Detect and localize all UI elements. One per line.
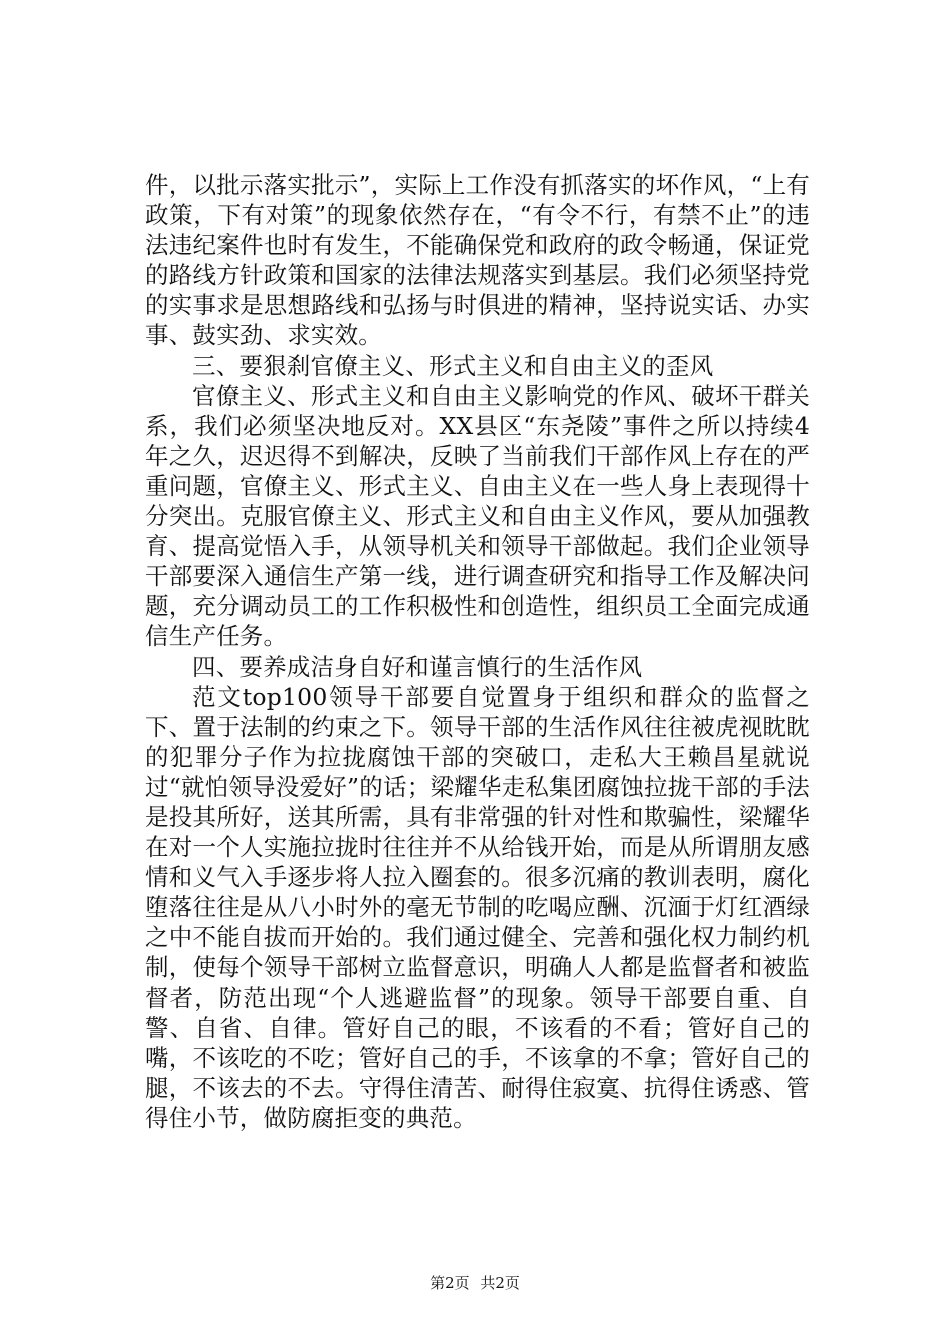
page-number: 第2页	[430, 1274, 470, 1292]
paragraph-continuation: 件，以批示落实批示”，实际上工作没有抓落实的坏作风，“上有政策，下有对策”的现象依然存在，“有令不行，有禁不止”的违法违纪案件也时有发生，不能确保党和政府的政令畅通，保证党的路线方针政策和国家的法律法规落实到基层。我们必须坚持党的实事求是思想路线和弘扬与时俱进的精神，坚持说实话、办实事、鼓实劲、求实效。	[145, 171, 810, 350]
paragraph-section-three: 官僚主义、形式主义和自由主义影响党的作风、破坏干群关系，我们必须坚决地反对。XX县区“东尧陵”事件之所以持续4年之久，迟迟得不到解决，反映了当前我们干部作风上存在的严重问题，官僚主义、形式主义、自由主义在一些人身上表现得十分突出。克服官僚主义、形式主义和自由主义作风，要从加强教育、提高觉悟入手，从领导机关和领导干部做起。我们企业领导干部要深入通信生产第一线，进行调查研究和指导工作及解决问题，充分调动员工的工作积极性和创造性，组织员工全面完成通信生产任务。	[145, 381, 810, 651]
paragraph-section-four: 范文top100领导干部要自觉置身于组织和群众的监督之下、置于法制的约束之下。领导干部的生活作风往往被虎视眈眈的犯罪分子作为拉拢腐蚀干部的突破口，走私大王赖昌星就说过“就怕领导没爱好”的话；梁耀华走私集团腐蚀拉拢干部的手法是投其所好，送其所需，具有非常强的针对性和欺骗性，梁耀华在对一个人实施拉拢时往往并不从给钱开始，而是从所谓朋友感情和义气入手逐步将人拉入圈套的。很多沉痛的教训表明，腐化堕落往往是从八小时外的毫无节制的吃喝应酬、沉湎于灯红酒绿之中不能自拔而开始的。我们通过健全、完善和强化权力制约机制，使每个领导干部树立监督意识，明确人人都是监督者和被监督者，防范出现“个人逃避监督”的现象。领导干部要自重、自警、自省、自律。管好自己的眼，不该看的不看；管好自己的嘴，不该吃的不吃；管好自己的手，不该拿的不拿；管好自己的腿，不该去的不去。守得住清苦、耐得住寂寞、抗得住诱惑、管得住小节，做防腐拒变的典范。	[145, 682, 810, 1132]
page-footer	[0, 1273, 950, 1293]
section-heading-three: 三、要狠刹官僚主义、形式主义和自由主义的歪风	[192, 351, 714, 380]
section-heading-four: 四、要养成洁身自好和谨言慎行的生活作风	[192, 652, 643, 681]
document-body	[145, 170, 810, 1133]
page-total: 共2页	[480, 1274, 520, 1292]
